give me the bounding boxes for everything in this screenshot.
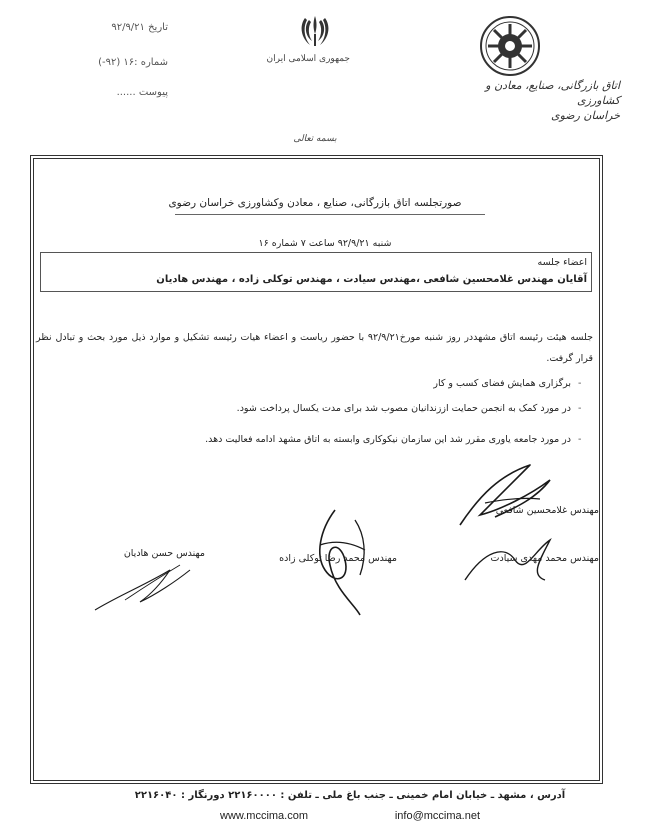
basmala: بسمه تعالی xyxy=(293,134,337,144)
footer-address: آدرس ، مشهد ـ خیابان امام خمینی ـ جنب باغ ملی ـ تلفن : ۲۲۱۶۰۰۰۰ دورنگار : ۲۲۱۶۰۴۰ xyxy=(134,790,566,801)
minutes-heading: صورتجلسه اتاق بازرگانی، صنایع ، معادن وکشاورزی خراسان رضوی xyxy=(168,197,462,209)
members-names: آقایان مهندس غلامحسین شافعی ،مهندس سیادت ، مهندس توکلی زاده ، مهندس هادیان xyxy=(156,274,587,285)
national-emblem xyxy=(266,14,350,64)
bullet-1: - xyxy=(578,378,582,389)
heading-underline xyxy=(175,214,485,215)
emblem-icon xyxy=(300,14,330,48)
intro-paragraph: جلسه هیئت رئیسه اتاق مشهددر روز شنبه مورخ۹۲/۹/۲۱ با حضور ریاست و اعضاء هیات رئیسه تشکیل و موارد ذیل مورد بحث و تبادل نظر قرار گرفت. xyxy=(36,332,594,364)
agenda-item-1: برگزاری همایش فضای کسب و کار xyxy=(433,378,571,389)
members-label: اعضاء جلسه xyxy=(537,257,587,268)
attachment-line: پیوست ...... xyxy=(116,87,168,98)
agenda-item-2: در مورد کمک به انجمن حمایت اززندانیان مصوب شد برای مدت یکسال پرداخت شود. xyxy=(236,403,571,414)
signatory-tavakoli: مهندس محمد رضا توکلی زاده xyxy=(279,553,397,564)
signatory-hadian: مهندس حسن هادیان xyxy=(123,548,205,559)
footer-contact xyxy=(220,810,480,822)
chamber-logo-icon xyxy=(478,14,542,78)
chamber-logo xyxy=(478,14,542,82)
chamber-name xyxy=(470,78,620,123)
chamber-name-line-1: اتاق بازرگانی، صنایع، معادن و کشاورزی xyxy=(485,79,620,107)
chamber-name-line-2: خراسان رضوی xyxy=(550,109,620,122)
agenda-item-3: در مورد جامعه یاوری مقرر شد این سازمان نیکوکاری وابسته به اتاق مشهد ادامه فعالیت دهد. xyxy=(205,434,571,445)
footer-website[interactable]: www.mccima.com xyxy=(220,810,309,822)
date-line: تاریخ ۹۲/۹/۲۱ xyxy=(111,22,168,33)
bullet-3: - xyxy=(578,434,582,445)
signatory-siadat: مهندس محمد مهدی سیادت xyxy=(490,553,599,564)
number-line: شماره :۱۶ (۹۲-) xyxy=(98,57,168,68)
members-box xyxy=(40,252,592,292)
signatory-shafei: مهندس غلامحسین شافعی xyxy=(495,505,599,516)
emblem-caption: جمهوری اسلامی ایران xyxy=(266,54,350,64)
signature-shafei xyxy=(440,455,580,535)
footer-email[interactable]: info@mccima.net xyxy=(394,810,480,822)
bullet-2: - xyxy=(578,403,582,414)
session-date: شنبه ۹۲/۹/۲۱ ساعت ۷ شماره ۱۶ xyxy=(258,238,392,249)
